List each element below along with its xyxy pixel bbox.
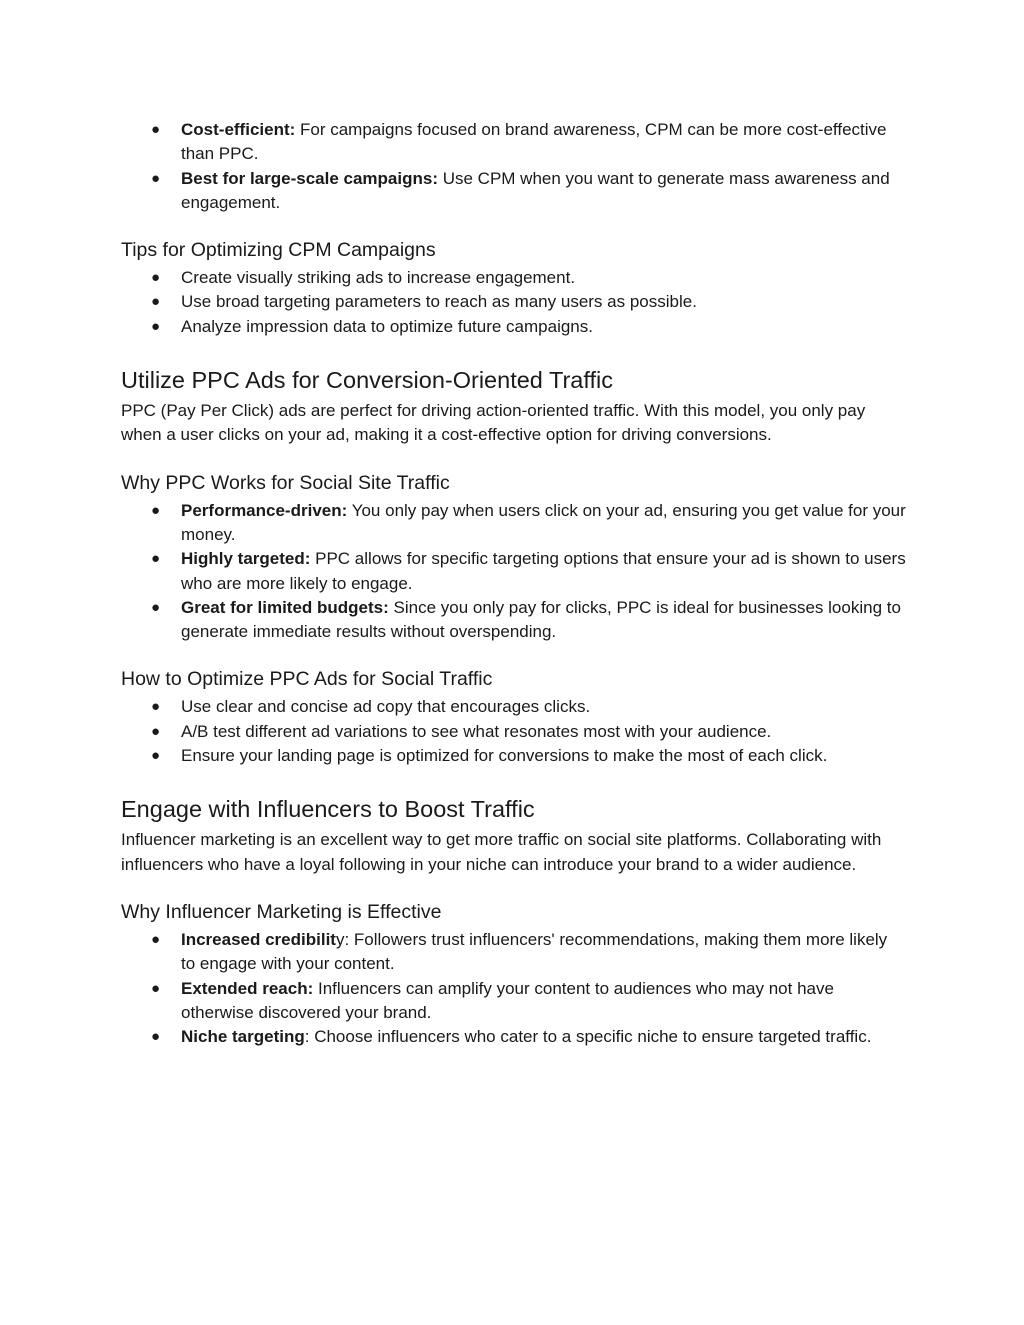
list-item-bold: Performance-driven: xyxy=(181,500,348,520)
influencers-why-heading: Why Influencer Marketing is Effective xyxy=(121,900,442,923)
list-item xyxy=(121,118,906,167)
ppc-why-list xyxy=(121,499,906,645)
bullet-icon: ● xyxy=(151,501,161,519)
bullet-icon: ● xyxy=(151,293,161,311)
list-item-text: For campaigns focused on brand awareness, CPM can be more cost-effective than PPC. xyxy=(181,120,887,164)
bullet-icon: ● xyxy=(151,747,161,765)
list-item-bold: Niche targeting xyxy=(181,1027,305,1047)
list-item xyxy=(121,499,906,548)
list-item-text: Ensure your landing page is optimized for conversions to make the most of each click. xyxy=(181,746,828,766)
bullet-icon: ● xyxy=(151,169,161,187)
list-item xyxy=(121,1025,906,1049)
ppc-paragraph: PPC (Pay Per Click) ads are perfect for driving action-oriented traffic. With this model, you only pay when a user clicks on your ad, making it a cost-effective option for driving conversions. xyxy=(121,401,866,445)
document-page xyxy=(121,118,906,1049)
ppc-why-heading: Why PPC Works for Social Site Traffic xyxy=(121,471,450,494)
list-item-bold: Cost-efficient: xyxy=(181,120,296,139)
bullet-icon: ● xyxy=(151,1028,161,1046)
list-item xyxy=(121,596,906,645)
list-item-text: y: Followers trust influencers' recommendations, making them more likely to engage with your content. xyxy=(181,929,888,974)
bullet-icon: ● xyxy=(151,722,161,740)
list-item-text: Influencers can amplify your content to audiences who may not have otherwise discovered your brand. xyxy=(181,978,834,1022)
list-item-text: Use CPM when you want to generate mass awareness and engagement. xyxy=(181,168,890,212)
bullet-icon: ● xyxy=(151,550,161,568)
influencers-heading: Engage with Influencers to Boost Traffic xyxy=(121,796,535,823)
list-item xyxy=(121,315,906,339)
bullet-icon: ● xyxy=(151,698,161,716)
list-item-bold: Extended reach: xyxy=(181,978,314,998)
ppc-how-list xyxy=(121,695,906,768)
list-item xyxy=(121,977,906,1026)
list-item xyxy=(121,695,906,719)
bullet-icon: ● xyxy=(151,317,161,335)
list-item-text: Use broad targeting parameters to reach as many users as possible. xyxy=(181,292,697,312)
cpm-tips-heading: Tips for Optimizing CPM Campaigns xyxy=(121,239,436,262)
list-item xyxy=(121,167,906,216)
list-item-text: : Choose influencers who cater to a specific niche to ensure targeted traffic. xyxy=(304,1027,872,1047)
ppc-how-heading: How to Optimize PPC Ads for Social Traffic xyxy=(121,668,493,691)
list-item-bold: Best for large-scale campaigns: xyxy=(181,168,438,188)
list-item-text: Use clear and concise ad copy that encourages clicks. xyxy=(181,697,591,717)
list-item xyxy=(121,744,906,768)
list-item-text: A/B test different ad variations to see what resonates most with your audience. xyxy=(181,721,772,741)
list-item-bold: Great for limited budgets: xyxy=(181,597,389,617)
list-item-bold: Increased credibilit xyxy=(181,929,336,949)
bullet-icon: ● xyxy=(151,979,161,997)
list-item-text: Analyze impression data to optimize future campaigns. xyxy=(181,316,593,336)
cpm-tips-list xyxy=(121,266,906,339)
list-item xyxy=(121,547,906,596)
list-item xyxy=(121,928,906,977)
bullet-icon: ● xyxy=(151,269,161,287)
bullet-icon: ● xyxy=(151,930,161,948)
bullet-icon: ● xyxy=(151,598,161,616)
cpm-benefits-list xyxy=(121,118,906,215)
list-item-text: You only pay when users click on your ad, ensuring you get value for your money. xyxy=(181,500,906,544)
list-item xyxy=(121,266,906,290)
influencers-paragraph: Influencer marketing is an excellent way to get more traffic on social site platforms. Collaborating with influencers who have a loyal following in your niche can introduce your brand to a wider audience. xyxy=(121,830,882,874)
list-item-text: Since you only pay for clicks, PPC is ideal for businesses looking to generate immediate results without overspending. xyxy=(181,597,901,642)
list-item-text: PPC allows for specific targeting options that ensure your ad is shown to users who are more likely to engage. xyxy=(181,549,906,593)
bullet-icon: ● xyxy=(151,121,161,138)
list-item xyxy=(121,290,906,314)
list-item-bold: Highly targeted: xyxy=(181,549,311,569)
list-item-text: Create visually striking ads to increase engagement. xyxy=(181,268,576,288)
influencers-why-list xyxy=(121,928,906,1049)
ppc-heading: Utilize PPC Ads for Conversion-Oriented Traffic xyxy=(121,367,613,394)
list-item xyxy=(121,720,906,744)
